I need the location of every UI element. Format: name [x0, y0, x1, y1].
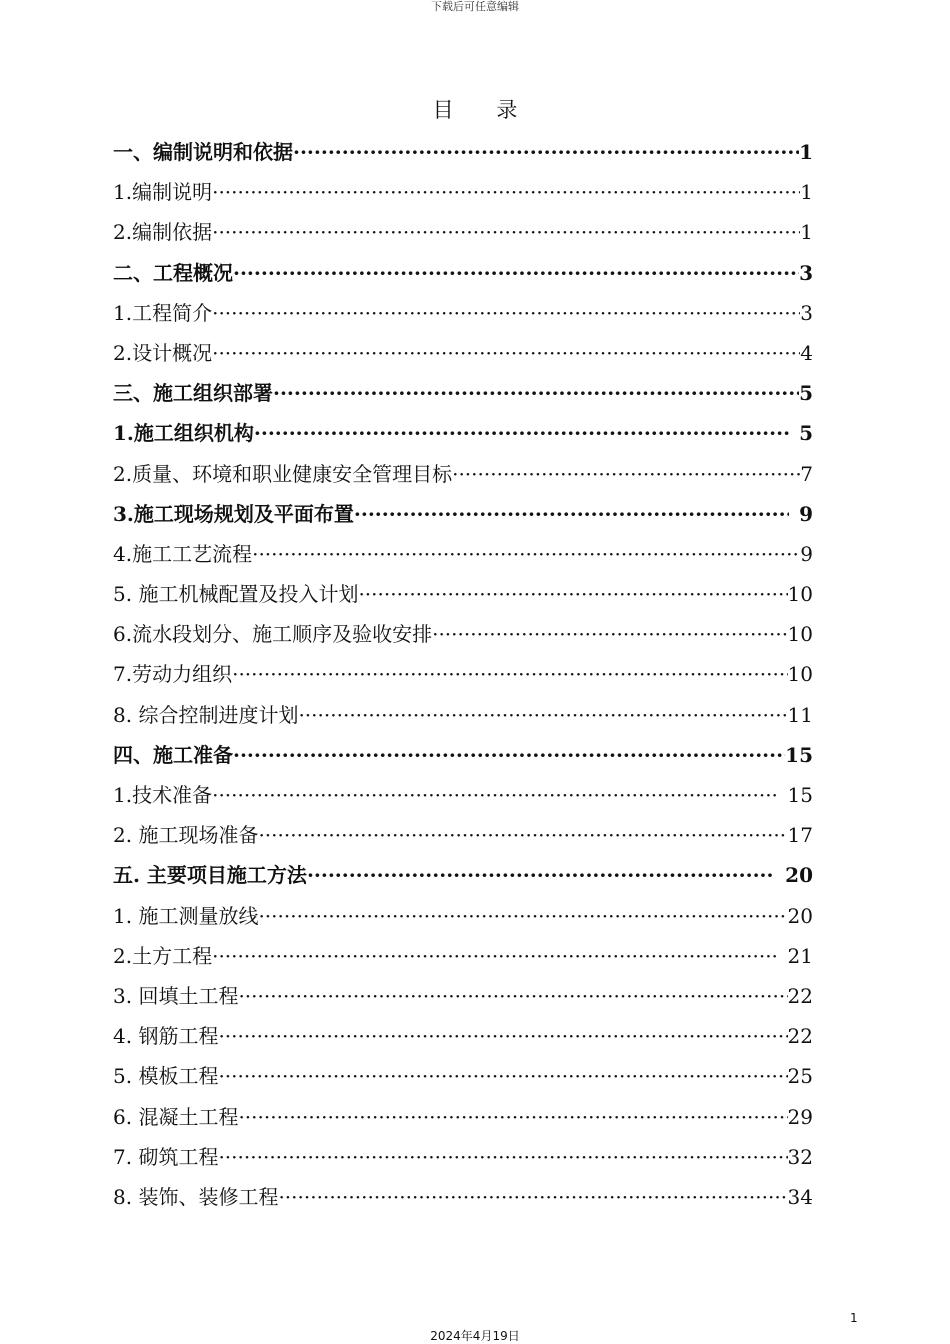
toc-entry[interactable] — [113, 896, 813, 936]
toc-entry-label: 2.土方工程 — [113, 943, 213, 968]
toc-entry-label: 3. 回填土工程 — [113, 983, 239, 1008]
table-of-contents — [113, 132, 813, 1217]
toc-entry[interactable] — [113, 735, 813, 775]
toc-leader-dots — [293, 132, 799, 172]
header-note: 下载后可任意编辑 — [431, 0, 519, 13]
toc-leader-dots — [212, 775, 777, 815]
toc-entry-label: 3.施工现场规划及平面布置 — [113, 501, 354, 526]
toc-leader-dots — [218, 1016, 787, 1056]
toc-leader-dots — [307, 855, 775, 895]
toc-leader-dots — [233, 253, 799, 293]
toc-entry[interactable] — [113, 454, 813, 494]
footer-date: 2024年4月19日 — [430, 1329, 520, 1343]
toc-entry-label: 4. 钢筋工程 — [113, 1024, 219, 1049]
toc-entry[interactable] — [113, 815, 813, 855]
toc-entry[interactable] — [113, 413, 813, 453]
toc-entry[interactable] — [113, 373, 813, 413]
toc-leader-dots — [358, 574, 787, 614]
toc-entry-label: 1.施工组织机构 — [113, 421, 254, 446]
toc-entry[interactable] — [113, 293, 813, 333]
toc-entry-label: 7. 砌筑工程 — [113, 1144, 219, 1169]
toc-entry-label: 一、编制说明和依据 — [113, 140, 293, 164]
toc-entry-label: 1.工程简介 — [113, 300, 213, 325]
toc-title: 目 录 — [432, 98, 536, 122]
toc-entry-page: 11 — [787, 702, 813, 727]
toc-entry-label: 5. 模板工程 — [113, 1064, 219, 1089]
toc-entry[interactable] — [113, 212, 813, 252]
toc-entry-page: 22 — [787, 1024, 813, 1049]
toc-entry-label: 2.质量、环境和职业健康安全管理目标 — [113, 461, 453, 486]
toc-entry-label: 五. 主要项目施工方法 — [113, 863, 307, 888]
toc-entry-page: 7 — [800, 461, 813, 486]
toc-entry-label: 6.流水段划分、施工顺序及验收安排 — [113, 622, 433, 647]
toc-leader-dots — [298, 695, 787, 735]
toc-entry-page: 3 — [799, 260, 813, 285]
toc-entry-label: 2. 施工现场准备 — [113, 823, 259, 848]
toc-entry-label: 4.施工工艺流程 — [113, 541, 253, 566]
toc-entry-label: 8. 装饰、装修工程 — [113, 1184, 279, 1209]
toc-entry[interactable] — [113, 172, 813, 212]
toc-entry[interactable] — [113, 775, 813, 815]
toc-leader-dots — [432, 614, 787, 654]
toc-leader-dots — [238, 976, 787, 1016]
toc-entry-page: 1 — [800, 180, 813, 205]
toc-entry-page: 29 — [787, 1104, 813, 1129]
toc-leader-dots — [218, 1137, 787, 1177]
toc-leader-dots — [212, 333, 800, 373]
toc-leader-dots — [278, 1177, 787, 1217]
toc-entry[interactable] — [113, 1056, 813, 1096]
toc-entry-page: 5 — [799, 421, 813, 446]
toc-entry-page: 20 — [787, 903, 813, 928]
toc-entry-page: 22 — [787, 983, 813, 1008]
toc-leader-dots — [212, 293, 800, 333]
toc-entry[interactable] — [113, 253, 813, 293]
toc-entry-label: 2.设计概况 — [113, 340, 213, 365]
toc-entry-label: 四、施工准备 — [113, 742, 233, 767]
toc-entry-page: 10 — [787, 582, 813, 607]
toc-entry-page: 9 — [799, 501, 813, 526]
toc-entry-label: 二、工程概况 — [113, 260, 233, 285]
toc-entry-page: 3 — [800, 300, 813, 325]
toc-entry[interactable] — [113, 936, 813, 976]
toc-entry[interactable] — [113, 695, 813, 735]
toc-entry[interactable] — [113, 132, 813, 172]
toc-entry-label: 1.技术准备 — [113, 783, 213, 807]
toc-leader-dots — [232, 654, 787, 694]
toc-entry-page: 4 — [800, 340, 813, 365]
toc-entry[interactable] — [113, 1016, 813, 1056]
toc-entry-page: 1 — [799, 140, 813, 164]
toc-entry[interactable] — [113, 574, 813, 614]
toc-leader-dots — [252, 534, 800, 574]
toc-leader-dots — [212, 172, 800, 212]
toc-entry-page: 10 — [787, 622, 813, 647]
toc-entry-page: 10 — [787, 662, 813, 687]
toc-entry-label: 2.编制依据 — [113, 220, 213, 245]
toc-entry-page: 20 — [785, 863, 813, 888]
toc-entry[interactable] — [113, 614, 813, 654]
toc-leader-dots — [238, 1097, 787, 1137]
toc-entry-label: 8. 综合控制进度计划 — [113, 702, 299, 727]
toc-entry-label: 1. 施工测量放线 — [113, 903, 259, 928]
toc-leader-dots — [354, 494, 789, 534]
toc-entry[interactable] — [113, 654, 813, 694]
toc-entry-label: 1.编制说明 — [113, 180, 213, 205]
toc-entry[interactable] — [113, 534, 813, 574]
toc-leader-dots — [273, 373, 799, 413]
toc-entry-label: 三、施工组织部署 — [113, 381, 273, 406]
toc-entry[interactable] — [113, 333, 813, 373]
toc-entry-label: 6. 混凝土工程 — [113, 1104, 239, 1129]
toc-entry-page: 32 — [787, 1144, 813, 1169]
toc-entry-page: 21 — [787, 943, 813, 968]
toc-entry-page: 5 — [799, 381, 813, 406]
toc-leader-dots — [233, 735, 785, 775]
toc-leader-dots — [212, 936, 777, 976]
toc-entry-page: 1 — [800, 220, 813, 245]
toc-entry-page: 9 — [800, 541, 813, 566]
toc-leader-dots — [254, 413, 789, 453]
toc-entry[interactable] — [113, 976, 813, 1016]
toc-leader-dots — [218, 1056, 787, 1096]
toc-entry-page: 15 — [787, 783, 813, 807]
toc-leader-dots — [212, 212, 800, 252]
toc-entry-label: 5. 施工机械配置及投入计划 — [113, 582, 359, 607]
toc-entry-page: 17 — [787, 823, 813, 848]
toc-leader-dots — [258, 815, 787, 855]
toc-entry[interactable] — [113, 1137, 813, 1177]
toc-entry-label: 7.劳动力组织 — [113, 662, 233, 687]
toc-entry[interactable] — [113, 1097, 813, 1137]
page-number: 1 — [850, 1311, 858, 1325]
toc-leader-dots — [258, 896, 787, 936]
toc-entry[interactable] — [113, 494, 813, 534]
toc-entry[interactable] — [113, 1177, 813, 1217]
toc-entry[interactable] — [113, 855, 813, 895]
toc-entry-page: 34 — [787, 1184, 813, 1209]
toc-entry-page: 15 — [785, 742, 813, 767]
toc-leader-dots — [452, 454, 800, 494]
toc-entry-page: 25 — [787, 1064, 813, 1089]
